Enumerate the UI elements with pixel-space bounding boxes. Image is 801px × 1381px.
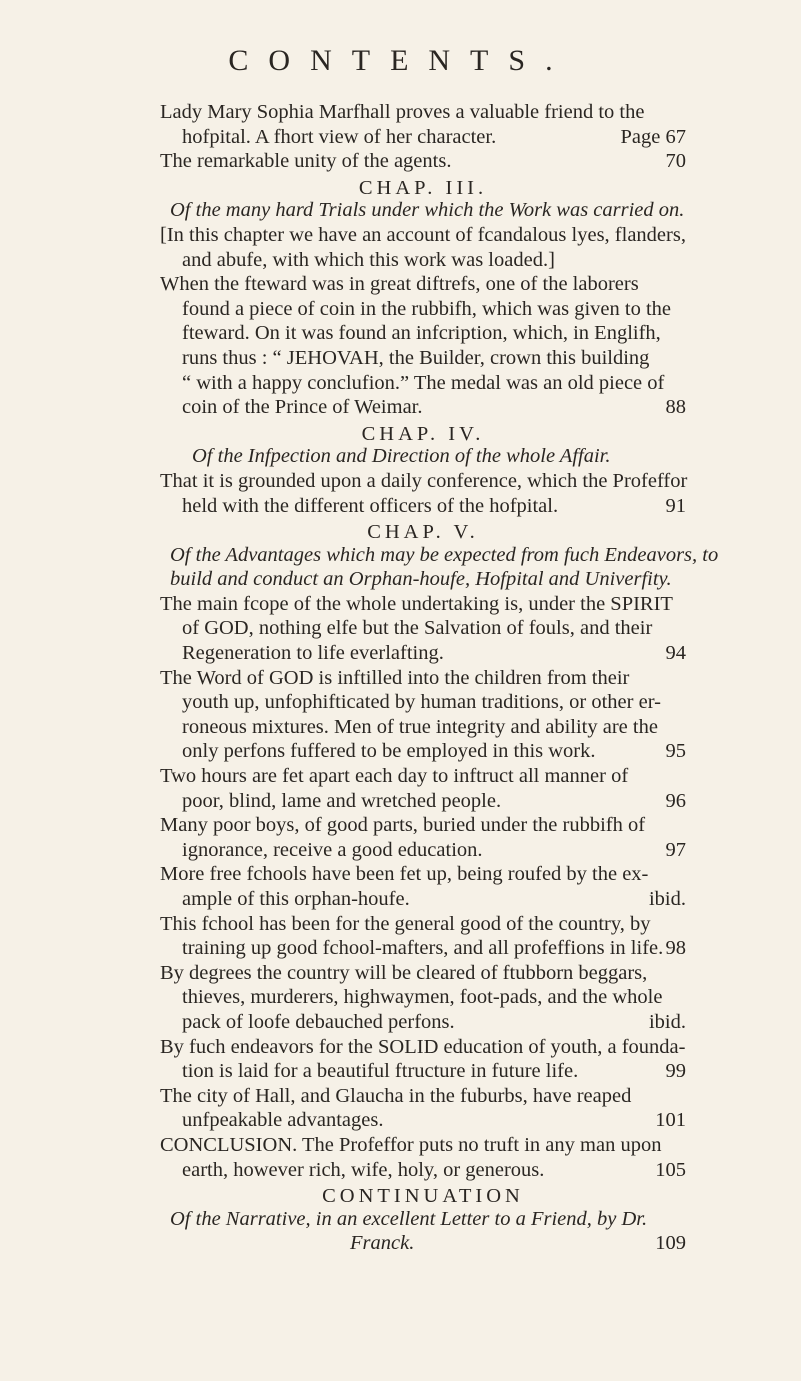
contents-line (160, 887, 686, 912)
line-text: tion is laid for a beautiful ftructure in future life. (182, 1060, 579, 1083)
line-text: CHAP. IV. (361, 422, 485, 445)
line-text: More free fchools have been fet up, being roufed by the ex- (160, 863, 649, 886)
line-text: poor, blind, lame and wretched people. (182, 789, 502, 812)
contents-line (160, 371, 686, 396)
line-text: coin of the Prince of Weimar. (182, 396, 423, 419)
page-number: 109 (655, 1232, 686, 1255)
line-text: Of the Infpection and Direction of the whole Affair. (192, 445, 611, 468)
line-text: This fchool has been for the general good of the country, by (160, 912, 651, 935)
page-number: 96 (665, 789, 686, 812)
contents-line (160, 1108, 686, 1133)
chapter-heading (160, 518, 686, 543)
contents-line (160, 125, 686, 150)
line-text: ample of this orphan-houfe. (182, 888, 410, 910)
contents-line (160, 297, 686, 322)
line-text: CONTINUATION (322, 1185, 524, 1208)
chapter-heading (160, 1182, 686, 1207)
line-text: runs thus : “ JEHOVAH, the Builder, crown this building (182, 346, 650, 369)
contents-line (160, 1231, 686, 1256)
line-text: hofpital. A fhort view of her character. (182, 125, 497, 148)
contents-line (160, 248, 686, 273)
page-heading: CONTENTS. (228, 44, 573, 77)
contents-line (160, 321, 686, 346)
contents-line (160, 494, 686, 519)
contents-line (160, 789, 686, 814)
line-text: found a piece of coin in the rubbifh, which was given to the (182, 297, 672, 320)
line-text: [In this chapter we have an account of fcandalous lyes, flanders, (160, 223, 686, 246)
contents-line (160, 198, 686, 223)
page-number: 91 (665, 494, 686, 517)
line-text: Franck. (350, 1232, 415, 1255)
line-text: held with the different officers of the hofpital. (182, 494, 559, 517)
contents-line (160, 838, 686, 863)
line-text: ignorance, receive a good education. (182, 838, 483, 861)
page-number: 101 (655, 1109, 686, 1132)
line-text: build and conduct an Orphan-houfe, Hofpital and Univerfity. (170, 568, 672, 591)
line-text: The remarkable unity of the agents. (160, 150, 452, 173)
contents-line (160, 1158, 686, 1183)
contents-line (160, 592, 686, 617)
line-text: When the fteward was in great diftrefs, one of the laborers (160, 273, 639, 296)
contents-line (160, 346, 686, 371)
line-text: of GOD, nothing elfe but the Salvation of fouls, and their (182, 617, 653, 640)
line-text: By fuch endeavors for the SOLID education of youth, a founda- (160, 1035, 686, 1058)
contents-line (160, 764, 686, 789)
contents-line (160, 1207, 686, 1232)
line-text: Of the many hard Trials under which the Work was carried on. (170, 199, 685, 222)
line-text: earth, however rich, wife, holy, or generous. (182, 1158, 545, 1181)
page-number: 95 (665, 740, 686, 763)
page-number: 70 (665, 150, 686, 173)
line-text: That it is grounded upon a daily conference, which the Profeffor (160, 469, 688, 492)
contents-line (160, 666, 686, 691)
contents-line (160, 739, 686, 764)
line-text: Of the Narrative, in an excellent Letter to a Friend, by Dr. (170, 1207, 648, 1230)
line-text: CHAP. V. (367, 521, 479, 544)
contents-line (160, 100, 686, 125)
contents-line (160, 616, 686, 641)
chapter-heading (160, 174, 686, 199)
contents-line (160, 813, 686, 838)
contents-line (160, 1010, 686, 1035)
line-text: youth up, unfophifticated by human traditions, or other er- (182, 691, 661, 714)
contents-line (160, 567, 686, 592)
contents-line (160, 1084, 686, 1109)
line-text: and abufe, with which this work was loaded.] (182, 248, 555, 271)
page-number: 99 (665, 1060, 686, 1083)
contents-line (160, 272, 686, 297)
contents-line (160, 862, 686, 887)
line-text: The Word of GOD is inftilled into the children from their (160, 666, 630, 689)
line-text: Many poor boys, of good parts, buried under the rubbifh of (160, 814, 646, 837)
page-number: 98 (665, 937, 686, 960)
page-number: 97 (665, 838, 686, 861)
contents-line (160, 1059, 686, 1084)
line-text: pack of loofe debauched perfons. (182, 1010, 455, 1033)
line-text: The city of Hall, and Glaucha in the fuburbs, have reaped (160, 1084, 632, 1107)
line-text: Lady Mary Sophia Marfhall proves a valuable friend to the (160, 101, 645, 123)
contents-list (160, 100, 719, 1256)
contents-line (160, 690, 686, 715)
page-number: Page 67 (620, 125, 686, 148)
contents-line (160, 936, 686, 961)
page-number: 94 (665, 642, 686, 665)
line-text: “ with a happy conclufion.” The medal was an old piece of (182, 371, 665, 394)
contents-line (160, 715, 686, 740)
line-text: unfpeakable advantages. (182, 1109, 384, 1132)
line-text: thieves, murderers, highwaymen, foot-pads, and the whole (182, 986, 663, 1009)
line-text: CONCLUSION. The Profeffor puts no truft in any man upon (160, 1133, 662, 1156)
line-text: roneous mixtures. Men of true integrity and ability are the (182, 715, 658, 738)
contents-line (160, 543, 719, 568)
line-text: only perfons fuffered to be employed in this work. (182, 740, 596, 763)
contents-line (160, 1035, 686, 1060)
contents-line (160, 149, 686, 174)
line-text: CHAP. III. (358, 176, 488, 199)
page-number: ibid. (648, 1010, 686, 1033)
page-number: ibid. (648, 888, 686, 910)
line-text: training up good fchool-mafters, and all profeffions in life. (182, 937, 664, 960)
line-text: By degrees the country will be cleared of ftubborn beggars, (160, 961, 648, 984)
line-text: Two hours are fet apart each day to inftruct all manner of (160, 765, 629, 788)
line-text: Of the Advantages which may be expected from fuch Endeavors, to (170, 543, 719, 566)
contents-line (160, 912, 686, 937)
contents-line (160, 985, 686, 1010)
chapter-heading (160, 420, 686, 445)
contents-line (160, 1133, 686, 1158)
page-number: 88 (665, 396, 686, 419)
contents-line (160, 961, 686, 986)
page-number: 105 (655, 1158, 686, 1181)
line-text: fteward. On it was found an infcription, which, in Englifh, (182, 322, 661, 345)
line-text: The main fcope of the whole undertaking is, under the SPIRIT (160, 592, 673, 615)
contents-line (160, 469, 686, 494)
contents-line (160, 395, 686, 420)
contents-line (160, 444, 686, 469)
line-text: Regeneration to life everlafting. (182, 642, 444, 665)
contents-line (160, 223, 686, 248)
contents-line (160, 641, 686, 666)
